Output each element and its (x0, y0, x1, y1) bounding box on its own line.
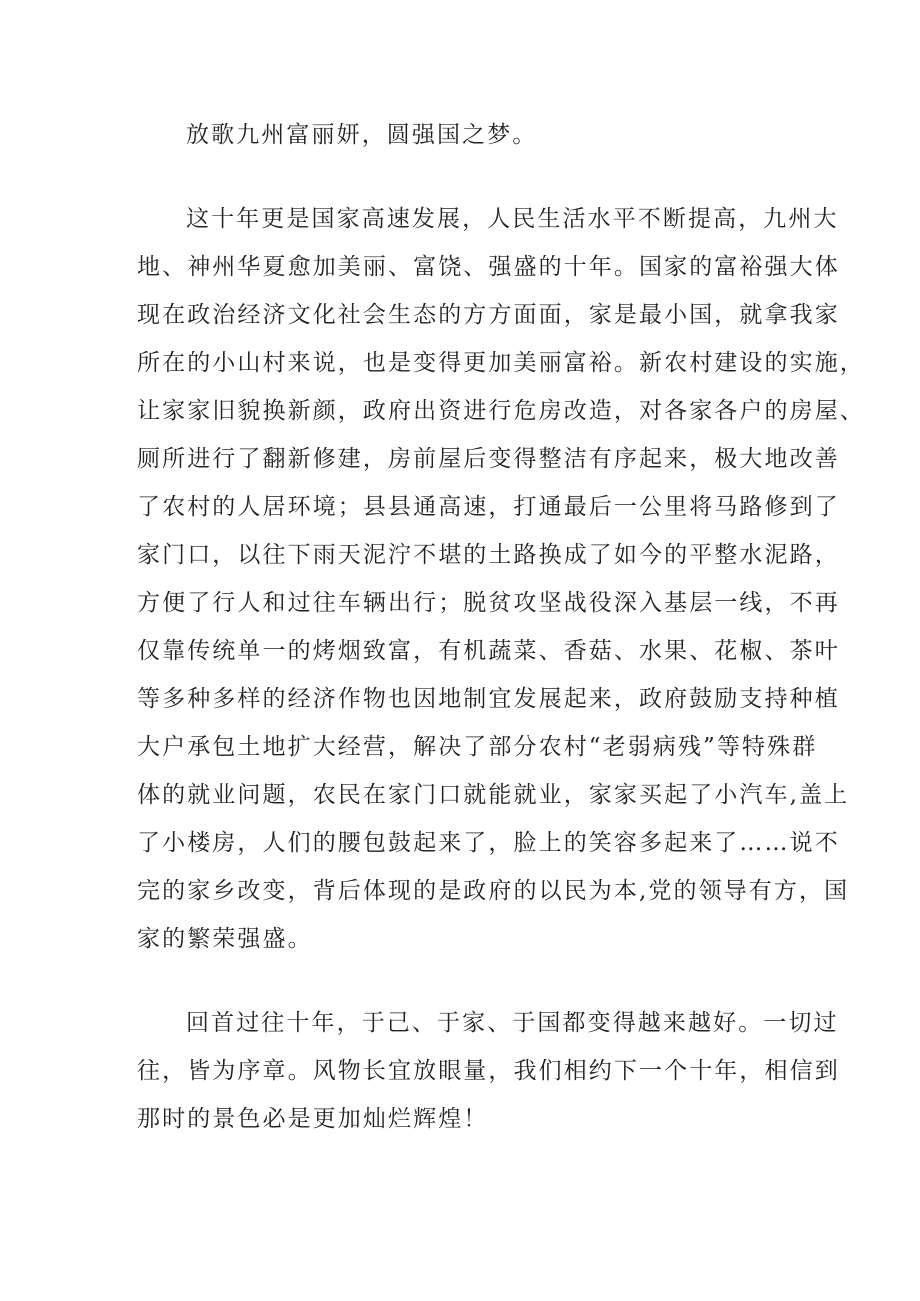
paragraph-3-line-1: 回首过往十年，于己、于家、于国都变得越来越好。一切过 (186, 1010, 839, 1036)
paragraph-2-line-14: 了小楼房，人们的腰包鼓起来了，脸上的笑容多起来了……说不 (137, 830, 840, 856)
paragraph-2-line-10: 仅靠传统单一的烤烟致富，有机蔬菜、香菇、水果、花椒、茶叶 (137, 638, 840, 664)
paragraph-2-line-5: 让家家旧貌换新颜，政府出资进行危房改造，对各家各户的房屋、 (137, 398, 865, 424)
paragraph-3-line-3: 那时的景色必是更加灿烂辉煌！ (137, 1106, 489, 1132)
paragraph-2-line-4: 所在的小山村来说，也是变得更加美丽富裕。新农村建设的实施， (137, 350, 865, 376)
paragraph-2-line-6: 厕所进行了翻新修建，房前屋后变得整洁有序起来，极大地改善 (137, 446, 840, 472)
paragraph-2-line-11: 等多种多样的经济作物也因地制宜发展起来，政府鼓励支持种植 (137, 686, 840, 712)
paragraph-3-line-2: 往，皆为序章。风物长宜放眼量，我们相约下一个十年，相信到 (137, 1058, 840, 1084)
paragraph-2-line-16: 家的繁荣强盛。 (137, 926, 313, 952)
paragraph-2-line-13: 体的就业问题，农民在家门口就能就业，家家买起了小汽车,盖上 (137, 782, 850, 808)
paragraph-1-line-1: 放歌九州富丽妍，圆强国之梦。 (186, 122, 538, 148)
paragraph-2-line-7: 了农村的人居环境；县县通高速，打通最后一公里将马路修到了 (137, 494, 840, 520)
paragraph-2-line-1: 这十年更是国家高速发展，人民生活水平不断提高，九州大 (186, 206, 839, 232)
paragraph-2-line-15: 完的家乡改变，背后体现的是政府的以民为本,党的领导有方，国 (137, 878, 850, 904)
paragraph-2-line-2: 地、神州华夏愈加美丽、富饶、强盛的十年。国家的富裕强大体 (137, 254, 840, 280)
paragraph-2-line-12: 大户承包土地扩大经营，解决了部分农村“老弱病残”等特殊群 (137, 734, 818, 760)
paragraph-2-line-9: 方便了行人和过往车辆出行；脱贫攻坚战役深入基层一线，不再 (137, 590, 840, 616)
paragraph-2-line-8: 家门口，以往下雨天泥泞不堪的土路换成了如今的平整水泥路， (137, 542, 840, 568)
paragraph-2-line-3: 现在政治经济文化社会生态的方方面面，家是最小国，就拿我家 (137, 302, 840, 328)
